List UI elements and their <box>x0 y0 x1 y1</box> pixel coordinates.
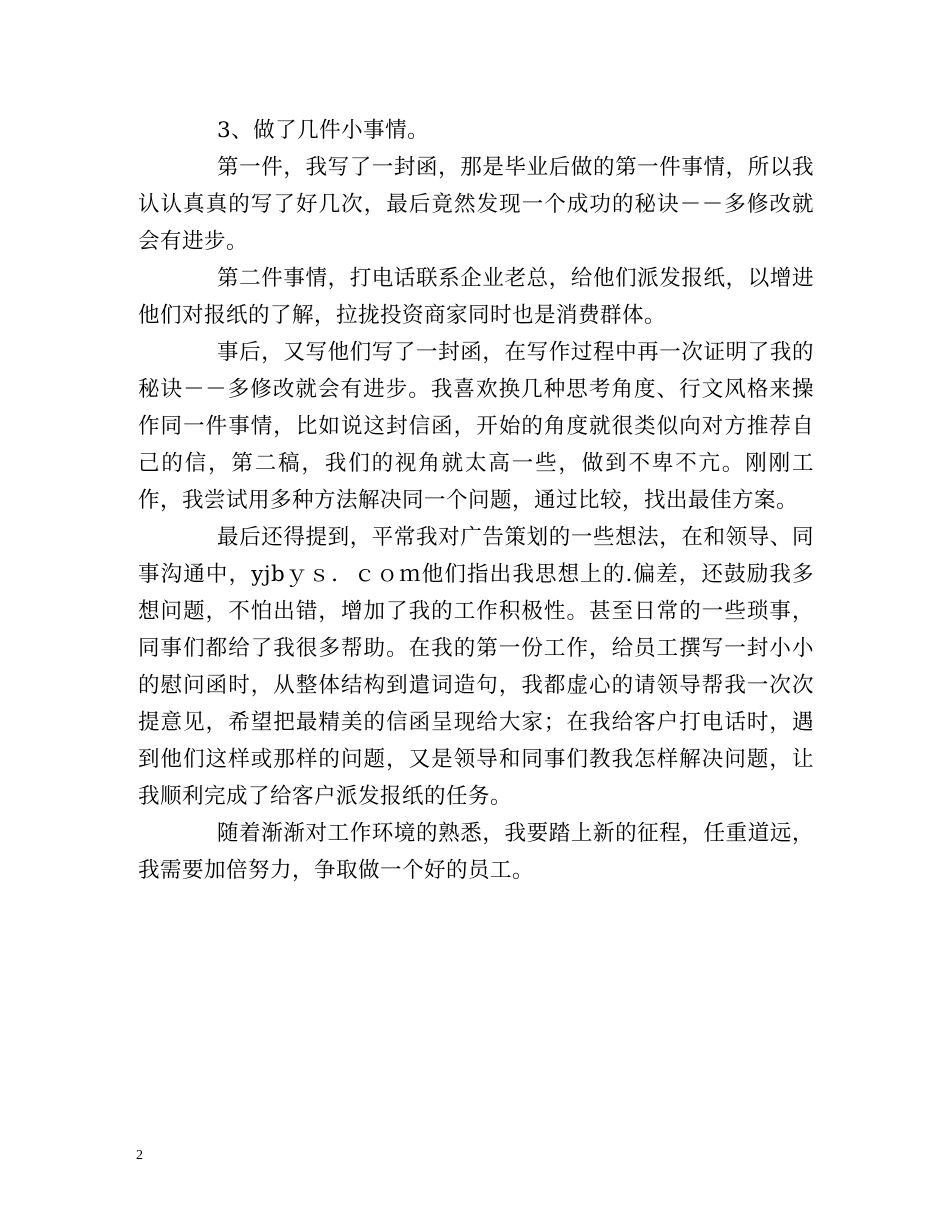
paragraph-conclusion: 随着渐渐对工作环境的熟悉，我要踏上新的征程，任重道远，我需要加倍努力，争取做一个好的员工。 <box>138 821 814 883</box>
paragraph-second-task: 第二件事情，打电话联系企业老总，给他们派发报纸，以增进他们对报纸的了解，拉拢投资商家同时也是消费群体。 <box>138 266 814 328</box>
paragraph-afterwards: 事后，又写他们写了一封函，在写作过程中再一次证明了我的秘诀－－多修改就会有进步。我喜欢换几种思考角度、行文风格来操作同一件事情，比如说这封信函，开始的角度就很类似向对方推荐自己的信，第二稿，我们的视角就太高一些，做到不卑不亢。刚刚工作，我尝试用多种方法解决同一个问题，通过比较，找出最佳方案。 <box>138 340 814 513</box>
paragraph-finally: 最后还得提到，平常我对广告策划的一些想法，在和领导、同事沟通中，yjbｙｓ．ｃｏｍ他们指出我思想上的.偏差，还鼓励我多想问题，不怕出错，增加了我的工作积极性。甚至日常的一些琐事，同事们都给了我很多帮助。在我的第一份工作，给员工撰写一封小小的慰问函时，从整体结构到遣词造句，我都虚心的请领导帮我一次次提意见，希望把最精美的信函呈现给大家；在我给客户打电话时，遇到他们这样或那样的问题，又是领导和同事们教我怎样解决问题，让我顺利完成了给客户派发报纸的任务。 <box>138 525 814 809</box>
document-body <box>138 112 814 889</box>
paragraph-section-3-heading: 3、做了几件小事情。 <box>217 118 430 143</box>
paragraph-first-task: 第一件，我写了一封函，那是毕业后做的第一件事情，所以我认认真真的写了好几次，最后竟然发现一个成功的秘诀－－多修改就会有进步。 <box>138 155 814 254</box>
page-number: 2 <box>136 1148 143 1163</box>
